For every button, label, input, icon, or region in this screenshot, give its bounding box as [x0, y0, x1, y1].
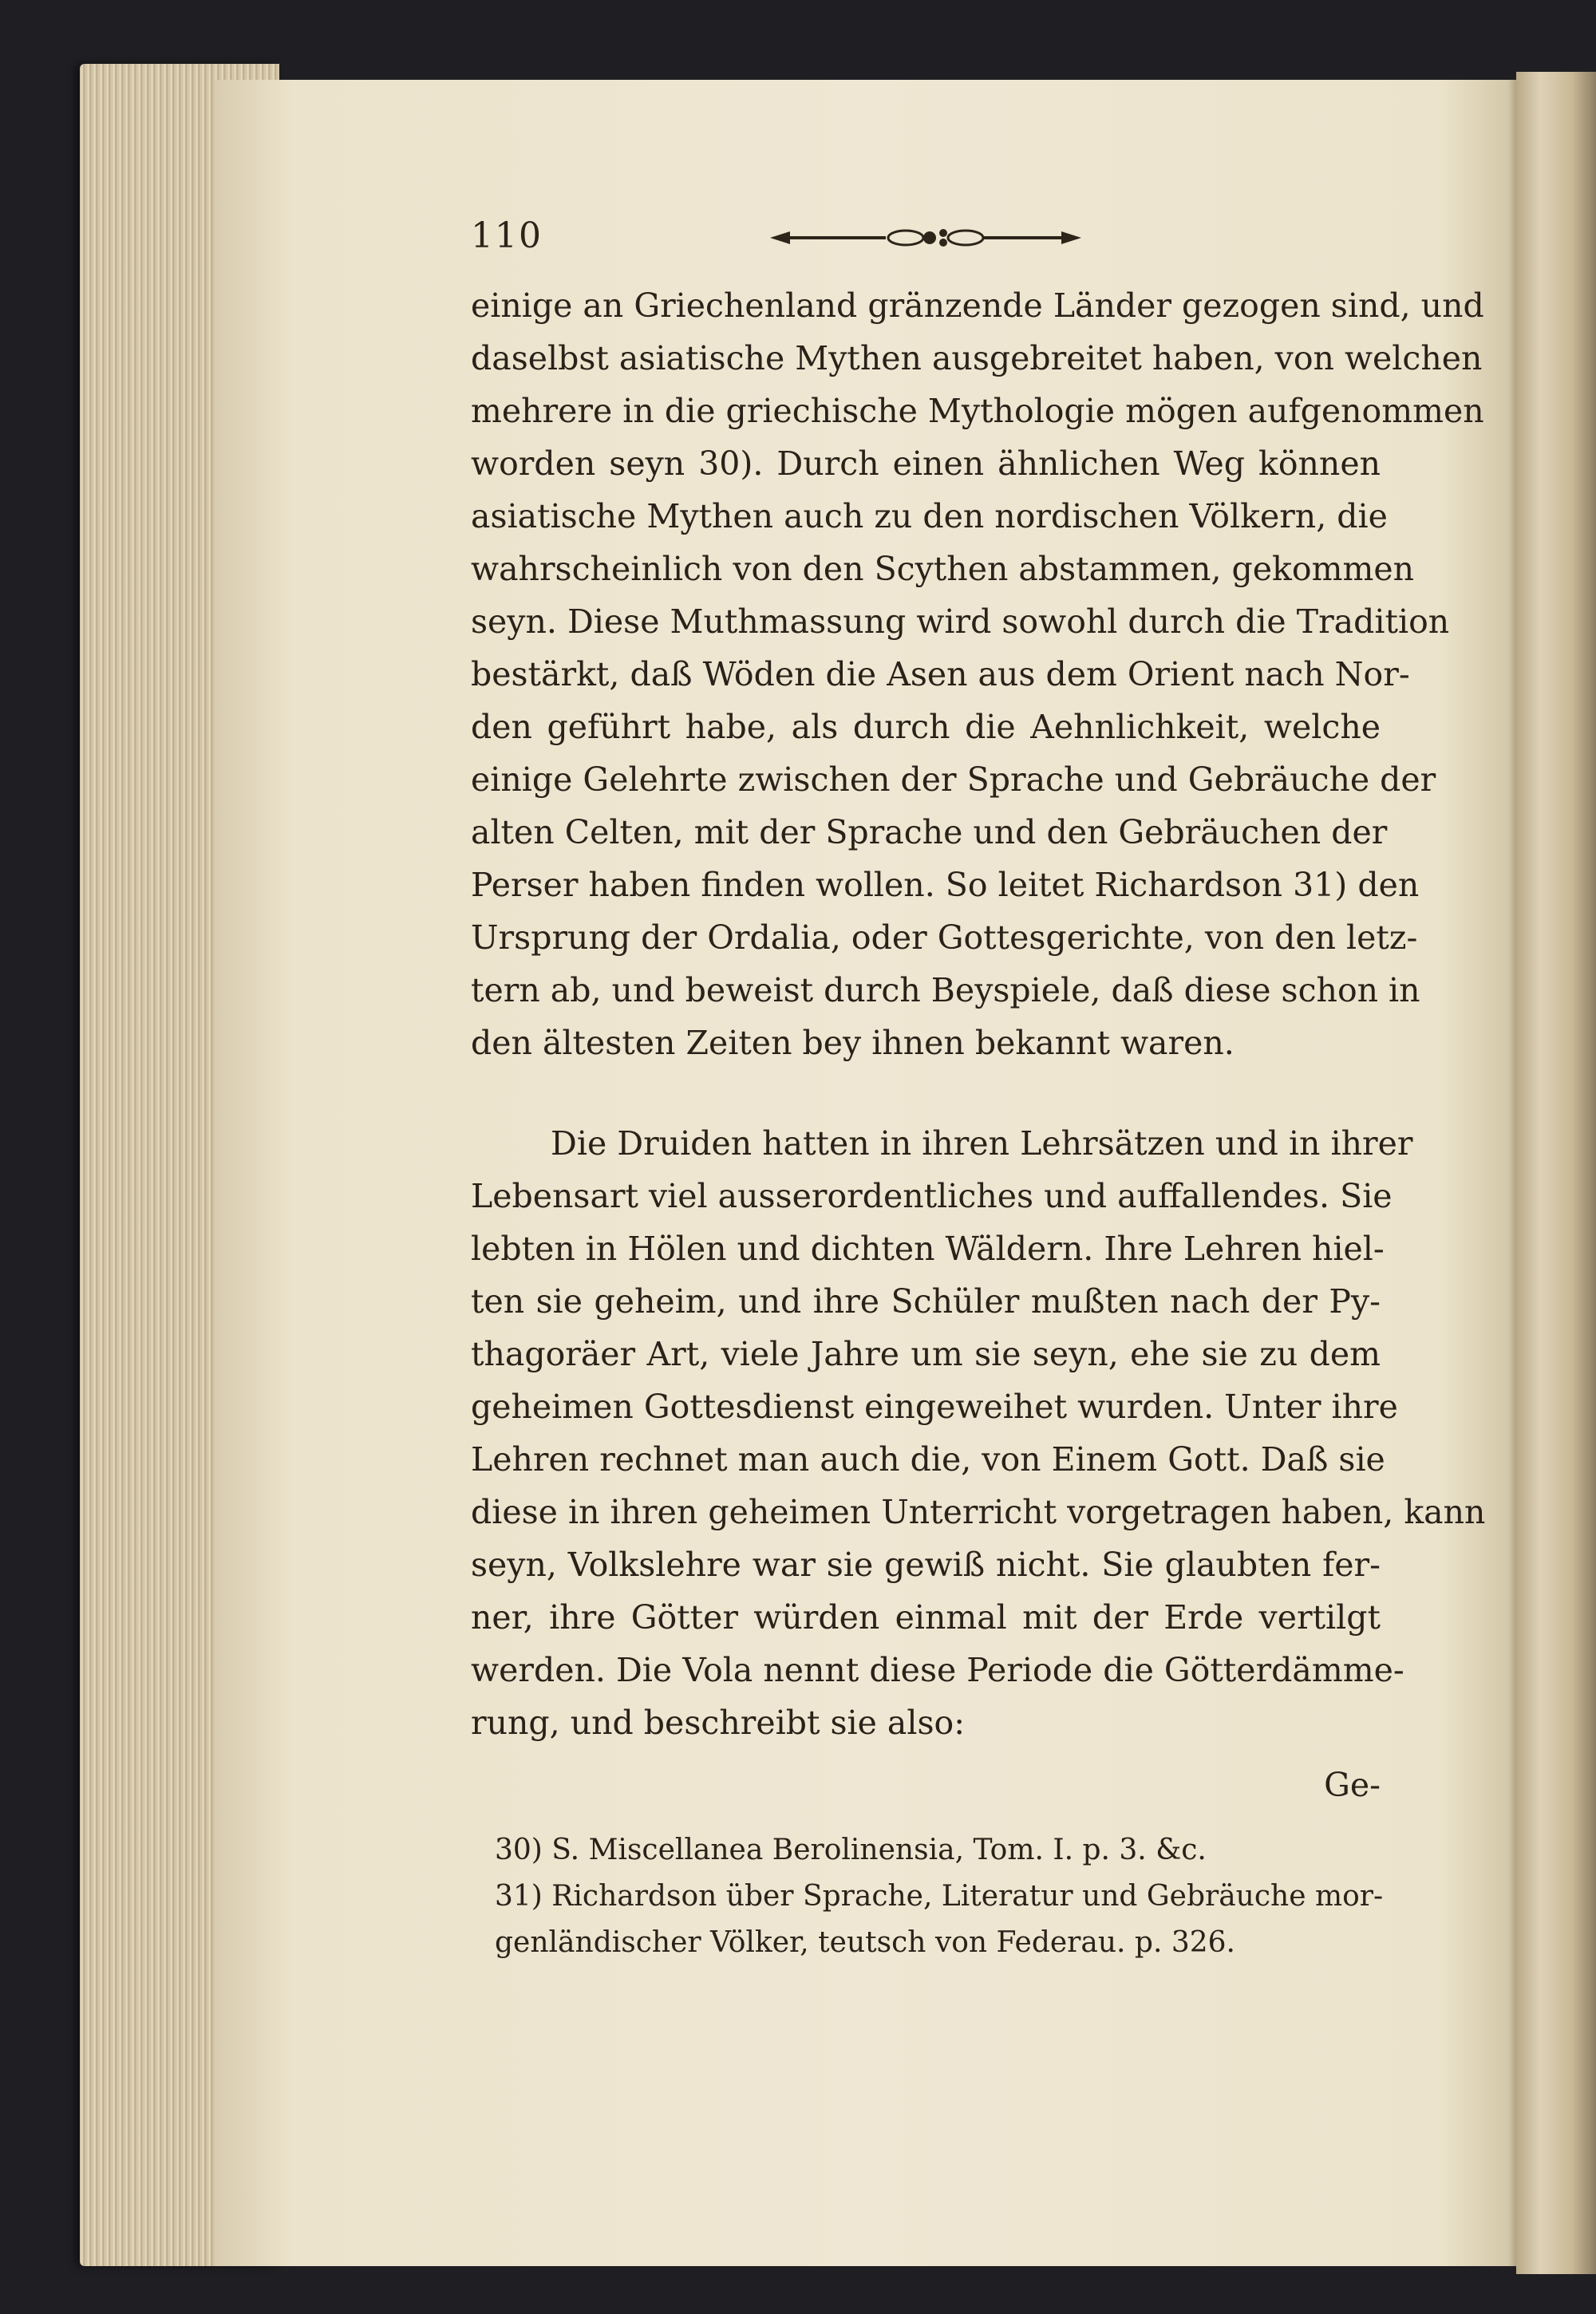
main-text — [471, 279, 1486, 1811]
text-line: Lebensart viel ausserordentliches und auffallendes. Sie — [471, 1177, 1393, 1215]
text-line: Lehren rechnet man auch die, von Einem Gott. Daß sie — [471, 1440, 1385, 1479]
text-line: thagoräer Art, viele Jahre um sie seyn, ehe sie zu dem — [471, 1335, 1381, 1373]
footnote-30: 30) S. Miscellanea Berolinensia, Tom. I. p. 3. &c. — [495, 1834, 1207, 1866]
footnote-31-continued: genländischer Völker, teutsch von Federau. p. 326. — [495, 1926, 1236, 1959]
text-line: rung, und beschreibt sie also: — [471, 1704, 966, 1742]
text-line: ner, ihre Götter würden einmal mit der Erde vertilgt — [471, 1598, 1381, 1637]
footnote-31: 31) Richardson über Sprache, Literatur und Gebräuche mor- — [495, 1880, 1384, 1913]
text-line: lebten in Hölen und dichten Wäldern. Ihre Lehren hiel- — [471, 1230, 1385, 1268]
text-line: werden. Die Vola nennt diese Periode die Götterdämme- — [471, 1651, 1404, 1689]
text-line: den ältesten Zeiten bey ihnen bekannt waren. — [471, 1024, 1235, 1062]
text-line: diese in ihren geheimen Unterricht vorgetragen haben, kann — [471, 1493, 1486, 1531]
text-line: alten Celten, mit der Sprache und den Gebräuchen der — [471, 813, 1388, 851]
text-line: Die Druiden hatten in ihren Lehrsätzen und in ihrer — [551, 1124, 1413, 1163]
footnotes — [495, 1827, 1384, 1966]
text-line: den geführt habe, als durch die Aehnlichkeit, welche — [471, 708, 1381, 746]
page-header — [471, 215, 1381, 263]
text-line: einige Gelehrte zwischen der Sprache und Gebräuche der — [471, 760, 1436, 799]
text-line: seyn, Volkslehre war sie gewiß nicht. Sie glaubten fer- — [471, 1546, 1381, 1584]
paragraph-2 — [471, 1117, 1486, 1749]
text-line: Perser haben finden wollen. So leitet Richardson 31) den — [471, 866, 1420, 904]
facing-page-edge — [1516, 72, 1596, 2274]
text-line: wahrscheinlich von den Scythen abstammen, gekommen — [471, 550, 1414, 588]
ornament-rule-icon — [766, 222, 1085, 254]
paragraph-1 — [471, 279, 1484, 1069]
text-line: Ursprung der Ordalia, oder Gottesgerichte, von den letz- — [471, 918, 1418, 957]
text-line: worden seyn 30). Durch einen ähnlichen Weg können — [471, 444, 1381, 483]
text-line: geheimen Gottesdienst eingeweihet wurden. Unter ihre — [471, 1388, 1398, 1426]
text-line: ten sie geheim, und ihre Schüler mußten nach der Py- — [471, 1282, 1381, 1321]
text-line: daselbst asiatische Mythen ausgebreitet haben, von welchen — [471, 339, 1483, 377]
text-line: einige an Griechenland gränzende Länder gezogen sind, und — [471, 286, 1484, 325]
page-number: 110 — [471, 215, 543, 256]
text-line: asiatische Mythen auch zu den nordischen Völkern, die — [471, 497, 1388, 535]
text-line: tern ab, und beweist durch Beyspiele, daß diese schon in — [471, 971, 1420, 1009]
catchword: Ge- — [1324, 1766, 1381, 1804]
text-line: bestärkt, daß Wöden die Asen aus dem Orient nach Nor- — [471, 655, 1410, 693]
text-line: seyn. Diese Muthmassung wird sowohl durch die Tradition — [471, 602, 1450, 641]
text-line: mehrere in die griechische Mythologie mögen aufgenommen — [471, 392, 1484, 430]
